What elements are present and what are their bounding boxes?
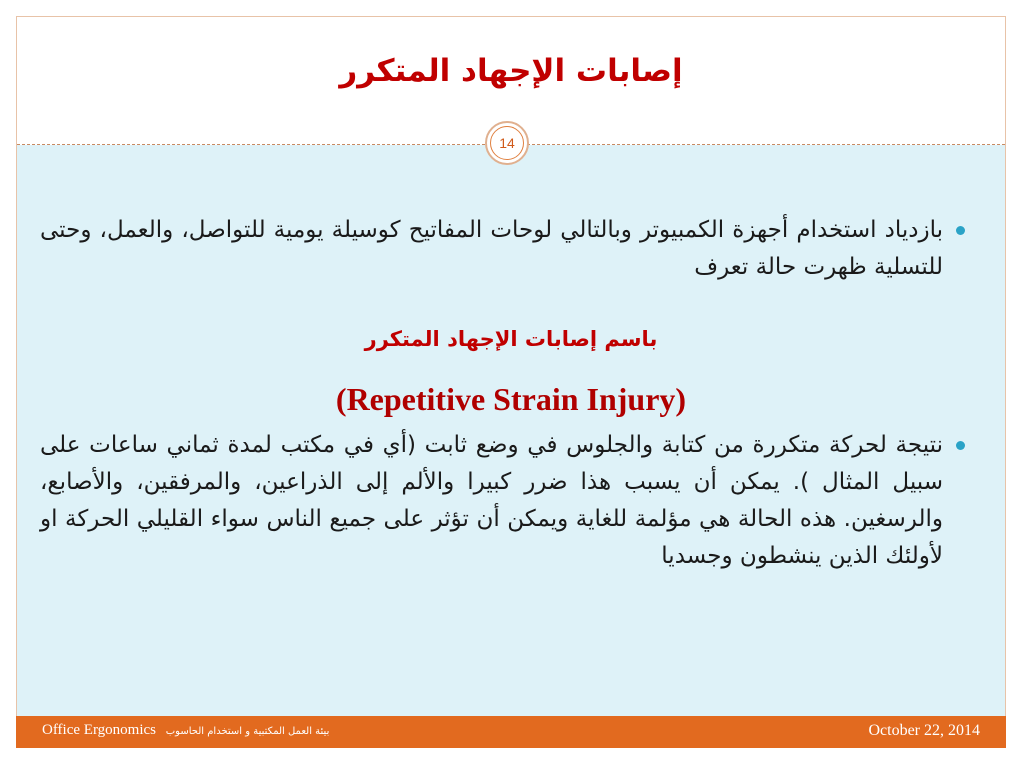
- slide-title: إصابات الإجهاد المتكرر: [339, 53, 683, 89]
- bullet-dot-icon: [956, 226, 965, 235]
- slide-footer: [16, 716, 1006, 748]
- page-number-badge: [485, 121, 529, 165]
- footer-course: [42, 722, 329, 739]
- footer-date: October 22, 2014: [868, 722, 980, 739]
- footer-course-english: Office Ergonomics: [42, 722, 157, 738]
- english-heading: (Repetitive Strain Injury): [335, 381, 687, 417]
- page-number: 14: [490, 126, 524, 160]
- bullet-text-2: نتيجة لحركة متكررة من كتابة والجلوس في وضع ثابت (أي في مكتب لمدة ثماني ساعات على سبيل المثال ). يمكن أن يسبب هذا ضرر كبيرا والألم إلى الذراعين، والمرفقين، والأصابع، والرسغين. هذه الحالة هي مؤلمة للغاية ويمكن أن تؤثر على جميع الناس سواء القليلي الحركة او لأولئك الذين ينشطون وجسديا: [40, 432, 943, 569]
- bullet-text-1: بازدياد استخدام أجهزة الكمبيوتر وبالتالي لوحات المفاتيح كوسيلة يومية للتواصل، والعمل، وحتى للتسلية ظهرت حالة تعرف: [40, 217, 943, 280]
- slide: [16, 16, 1006, 748]
- bullet-dot-icon: [956, 441, 965, 450]
- bullet-item-1: [40, 212, 965, 286]
- bullet-item-2: [40, 427, 965, 575]
- sub-heading: باسم إصابات الإجهاد المتكرر: [364, 327, 658, 351]
- footer-course-arabic: بيئة العمل المكتبية و استخدام الحاسوب: [165, 726, 330, 737]
